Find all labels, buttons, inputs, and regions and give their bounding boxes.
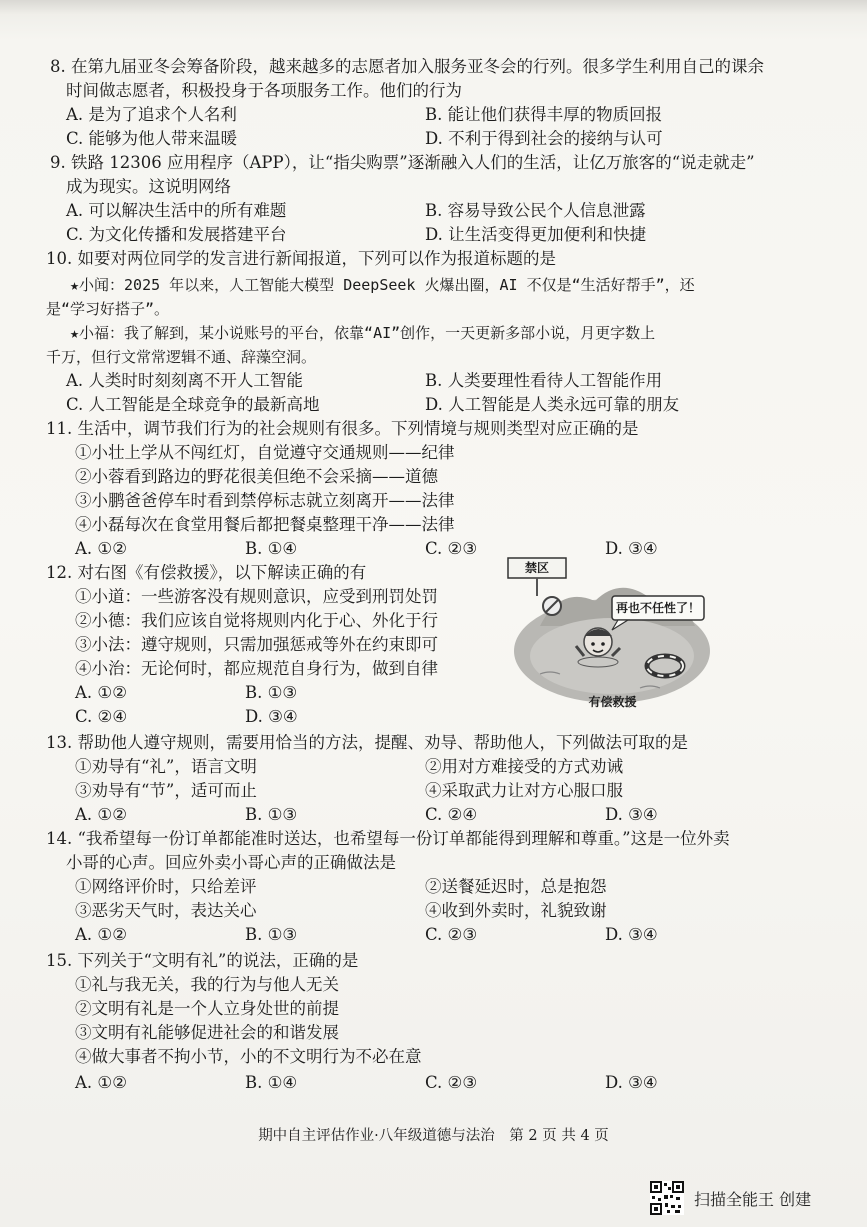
- scanner-watermark: [650, 1180, 811, 1216]
- text-line: ③小法：遵守规则，只需加强惩戒等外在约束即可: [75, 635, 438, 654]
- text-line: A. 可以解决生活中的所有难题: [66, 201, 287, 220]
- speech-bubble: 再也不任性了！: [615, 601, 700, 615]
- text-line: D. ③④: [605, 925, 658, 944]
- text-line: ①网络评价时，只给差评: [75, 877, 257, 896]
- text-line: C. 能够为他人带来温暖: [66, 129, 238, 148]
- figure-caption: 有偿救援: [588, 695, 637, 709]
- text-line: D. 让生活变得更加便利和快捷: [425, 225, 647, 244]
- text-line: D. ③④: [605, 1073, 658, 1092]
- rescue-illustration: [500, 556, 725, 716]
- text-line: ②小德：我们应该自觉将规则内化于心、外化于行: [75, 611, 438, 630]
- text-line: D. ③④: [245, 707, 298, 726]
- text-line: D. ③④: [605, 805, 658, 824]
- text-line: ④做大事者不拘小节，小的不文明行为不必在意: [75, 1047, 422, 1066]
- text-line: ③小鹏爸爸停车时看到禁停标志就立刻离开——法律: [75, 491, 455, 510]
- text-line: D. 人工智能是人类永远可靠的朋友: [425, 395, 680, 414]
- text-line: ④小治：无论何时，都应规范自身行为，做到自律: [75, 659, 438, 678]
- text-line: A. 人类时时刻刻离不开人工智能: [66, 371, 303, 390]
- text-line: B. 人类要理性看待人工智能作用: [425, 371, 663, 390]
- text-line: ④收到外卖时，礼貌致谢: [425, 901, 607, 920]
- text-line: ①小壮上学从不闯红灯，自觉遵守交通规则——纪律: [75, 443, 455, 462]
- text-line: B. 能让他们获得丰厚的物质回报: [425, 105, 663, 124]
- text-line: A. ①②: [75, 925, 127, 944]
- text-line: B. ①③: [245, 925, 298, 944]
- text-line: B. ①③: [245, 805, 298, 824]
- text-line: D. 不利于得到社会的接纳与认可: [425, 129, 663, 148]
- text-line: B. ①③: [245, 683, 298, 702]
- text-line: 时间做志愿者，积极投身于各项服务工作。他们的行为: [66, 81, 462, 100]
- text-line: D. ③④: [605, 539, 658, 558]
- prohibited-area-sign: 禁区: [524, 561, 549, 575]
- text-line: ①小道：一些游客没有规则意识，应受到刑罚处罚: [75, 587, 438, 606]
- text-line: A. ①②: [75, 805, 127, 824]
- scanner-label: 扫描全能王 创建: [694, 1189, 812, 1209]
- text-line: ②小蓉看到路边的野花很美但绝不会采摘——道德: [75, 467, 438, 486]
- text-line: ④采取武力让对方心服口服: [425, 781, 623, 800]
- text-line: C. ②③: [425, 925, 478, 944]
- text-line: 9. 铁路 12306 应用程序（APP），让“指尖购票”逐渐融入人们的生活，让亿万旅客的“说走就走”: [50, 153, 755, 172]
- page-footer: 期中自主评估作业·八年级道德与法治 第 2 页 共 4 页: [258, 1128, 609, 1144]
- text-line: ★小福：我了解到，某小说账号的平台，依靠“AI”创作，一天更新多部小说，月更字数上: [70, 324, 656, 342]
- text-line: C. 人工智能是全球竞争的最新高地: [66, 395, 320, 414]
- text-line: C. ②④: [75, 707, 128, 726]
- text-line: A. ①②: [75, 539, 127, 558]
- text-line: ②文明有礼是一个人立身处世的前提: [75, 999, 339, 1018]
- text-line: ②送餐延迟时，总是抱怨: [425, 877, 607, 896]
- text-line: 15. 下列关于“文明有礼”的说法，正确的是: [46, 951, 359, 970]
- text-line: 是“学习好搭子”。: [46, 300, 170, 318]
- text-line: 13. 帮助他人遵守规则，需要用恰当的方法，提醒、劝导、帮助他人，下列做法可取的是: [46, 733, 688, 752]
- text-line: 11. 生活中，调节我们行为的社会规则有很多。下列情境与规则类型对应正确的是: [46, 419, 639, 438]
- text-line: A. 是为了追求个人名利: [66, 105, 237, 124]
- text-line: ①礼与我无关，我的行为与他人无关: [75, 975, 339, 994]
- text-line: ②用对方难接受的方式劝诫: [425, 757, 623, 776]
- text-line: 10. 如要对两位同学的发言进行新闻报道，下列可以作为报道标题的是: [46, 249, 556, 268]
- text-line: A. ①②: [75, 683, 127, 702]
- text-line: ④小磊每次在食堂用餐后都把餐桌整理干净——法律: [75, 515, 455, 534]
- rescue-illustration-graphic: [500, 556, 725, 716]
- text-line: 8. 在第九届亚冬会筹备阶段，越来越多的志愿者加入服务亚冬会的行列。很多学生利用自己的课余: [50, 57, 764, 76]
- text-line: C. ②③: [425, 539, 478, 558]
- text-line: ★小闻：2025 年以来，人工智能大模型 DeepSeek 火爆出圈，AI 不仅是“生活好帮手”，还: [70, 276, 695, 294]
- text-line: 成为现实。这说明网络: [66, 177, 231, 196]
- text-line: B. ①④: [245, 539, 298, 558]
- text-line: 千万，但行文常常逻辑不通、辞藻空洞。: [46, 348, 317, 366]
- text-line: B. 容易导致公民个人信息泄露: [425, 201, 646, 220]
- text-line: ③恶劣天气时，表达关心: [75, 901, 257, 920]
- text-line: 12. 对右图《有偿救援》，以下解读正确的有: [46, 563, 367, 582]
- text-line: 14. “我希望每一份订单都能准时送达，也希望每一份订单都能得到理解和尊重。”这是一位外卖: [46, 829, 730, 848]
- qr-code-icon: [650, 1181, 684, 1215]
- text-line: ③劝导有“节”，适可而止: [75, 781, 257, 800]
- text-line: B. ①④: [245, 1073, 298, 1092]
- scan-edge: [0, 0, 867, 14]
- text-line: ①劝导有“礼”，语言文明: [75, 757, 257, 776]
- text-line: C. ②③: [425, 1073, 478, 1092]
- text-line: C. ②④: [425, 805, 478, 824]
- text-line: A. ①②: [75, 1073, 127, 1092]
- text-line: C. 为文化传播和发展搭建平台: [66, 225, 287, 244]
- text-line: 小哥的心声。回应外卖小哥心声的正确做法是: [66, 853, 396, 872]
- text-line: ③文明有礼能够促进社会的和谐发展: [75, 1023, 339, 1042]
